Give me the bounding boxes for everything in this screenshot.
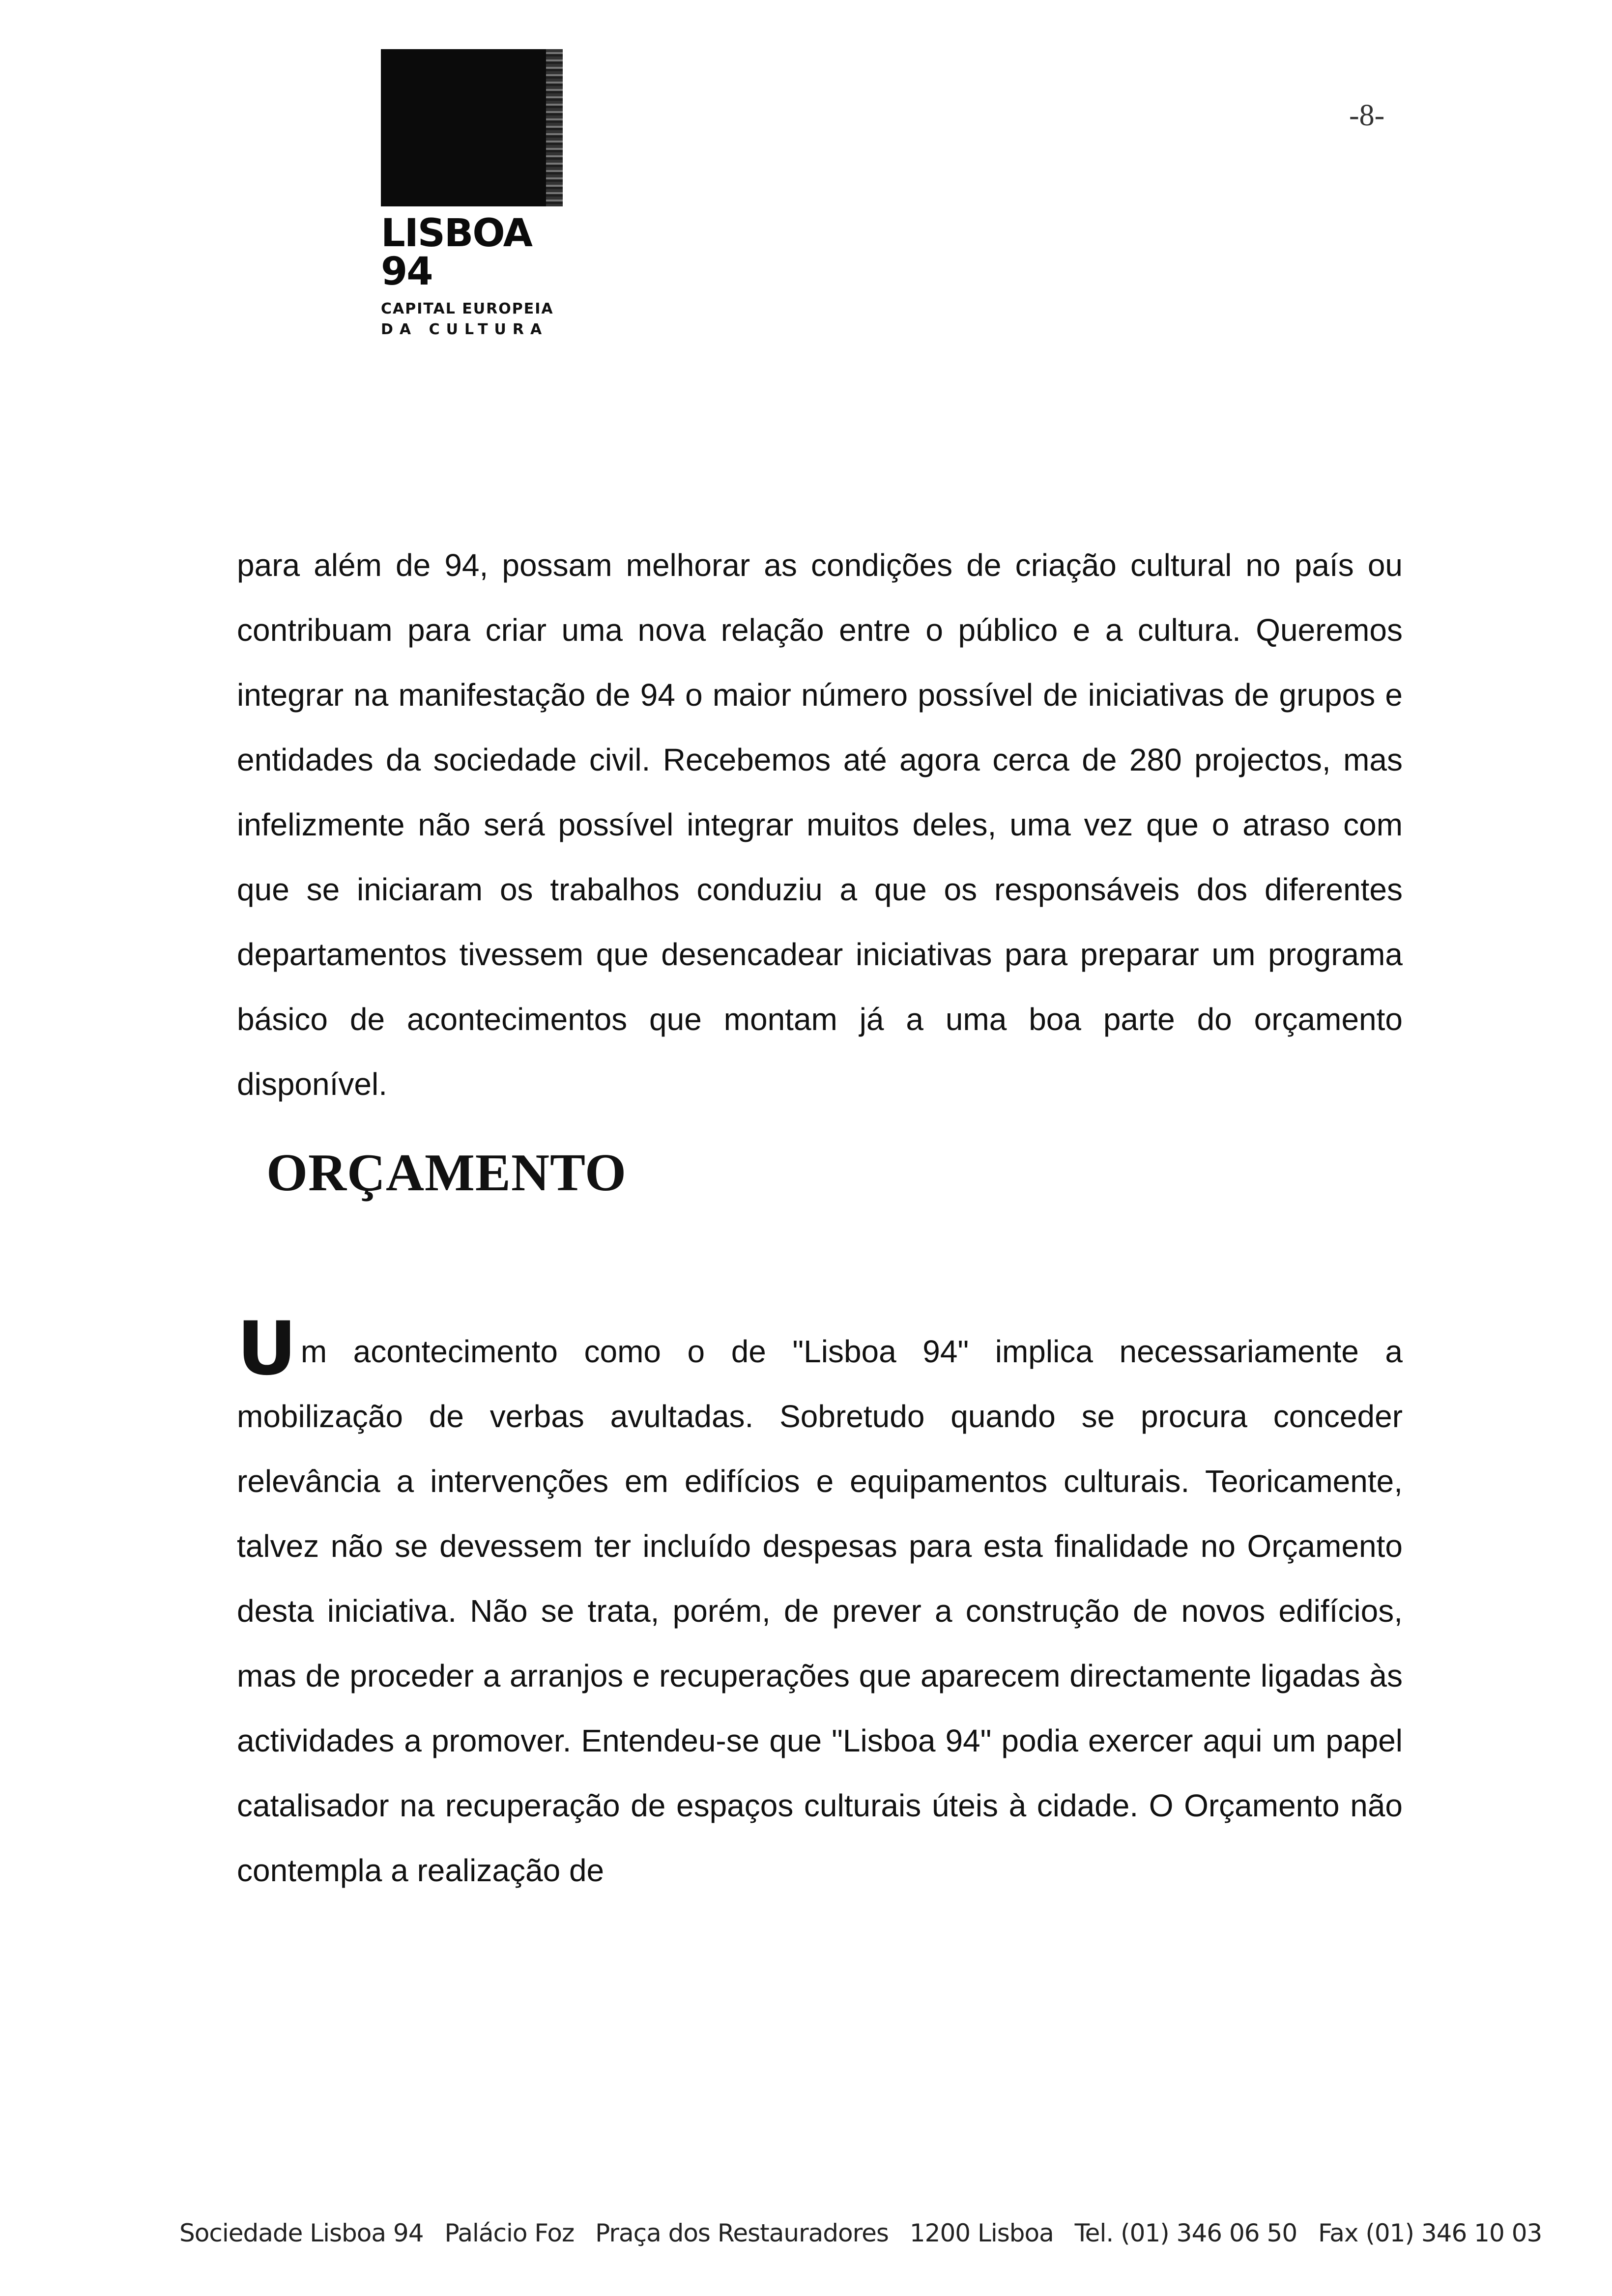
- logo-black-square: [381, 49, 563, 206]
- footer-address: Praça dos Restauradores: [595, 2219, 889, 2247]
- drop-cap: U: [237, 1306, 297, 1392]
- section-heading: ORÇAMENTO: [266, 1144, 627, 1202]
- logo-texture-strip: [546, 49, 563, 206]
- logo-title: LISBOA 94: [381, 211, 532, 294]
- footer-phone: Tel. (01) 346 06 50: [1074, 2219, 1297, 2247]
- body-paragraph-2: [237, 1306, 1403, 1903]
- body-paragraph-1: para além de 94, possam melhorar as condições de criação cultural no país ou contribuam para criar uma nova relação entre o público e a cultura. Queremos integrar na manifestação de 94 o maior número possível de iniciativas de grupos e entidades da sociedade civil. Recebemos até agora cerca de 280 projectos, mas infelizmente não será possível integrar muitos deles, uma vez que o atraso com que se iniciaram os trabalhos conduziu a que os responsáveis dos diferentes departamentos tivessem que desencadear iniciativas para preparar um programa básico de acontecimentos que montam já a uma boa parte do orçamento disponível.: [237, 547, 1403, 1102]
- logo-subtitle-2: DA CULTURA: [381, 321, 548, 338]
- body-paragraph-2-text: m acontecimento como o de "Lisboa 94" implica necessariamente a mobilização de verbas avultadas. Sobretudo quando se procura conceder relevância a intervenções em edifícios e equipamentos culturais. Teoricamente, talvez não se devessem ter incluído despesas para esta finalidade no Orçamento desta iniciativa. Não se trata, porém, de prever a construção de novos edifícios, mas de proceder a arranjos e recuperações que aparecem directamente ligadas às actividades a promover. Entendeu-se que "Lisboa 94" podia exercer aqui um papel catalisador na recuperação de espaços culturais úteis à cidade. O Orçamento não contempla a realização de: [237, 1334, 1403, 1888]
- page-number: -8-: [1349, 99, 1385, 132]
- page-footer: [179, 2219, 1555, 2247]
- footer-organization: Sociedade Lisboa 94: [179, 2219, 424, 2247]
- footer-fax: Fax (01) 346 10 03: [1318, 2219, 1542, 2247]
- footer-building: Palácio Foz: [444, 2219, 575, 2247]
- footer-postal: 1200 Lisboa: [909, 2219, 1054, 2247]
- logo-subtitle-1: CAPITAL EUROPEIA: [381, 300, 554, 317]
- lisboa-94-logo: [381, 49, 577, 337]
